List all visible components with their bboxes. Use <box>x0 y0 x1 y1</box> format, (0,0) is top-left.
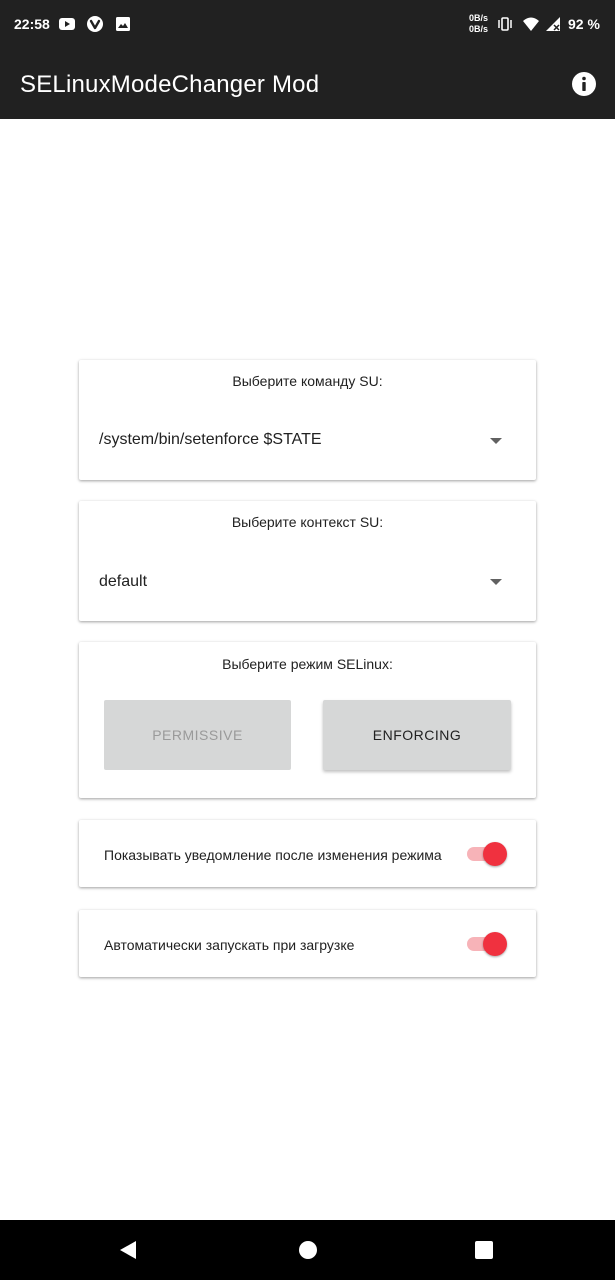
autostart-label: Автоматически запускать при загрузке <box>104 937 355 953</box>
enforcing-button[interactable]: ENFORCING <box>323 700 511 770</box>
home-icon[interactable] <box>298 1240 318 1260</box>
net-up: 0B/s <box>469 13 489 23</box>
notify-setting-card <box>79 820 536 887</box>
status-time: 22:58 <box>14 16 50 32</box>
permissive-button[interactable]: PERMISSIVE <box>104 700 291 770</box>
su-context-spinner[interactable] <box>79 555 536 605</box>
su-context-value: default <box>99 573 148 590</box>
notify-toggle-thumb <box>483 842 507 866</box>
su-command-spinner[interactable] <box>79 414 536 464</box>
net-down: 0B/s <box>469 24 489 34</box>
youtube-icon <box>58 15 76 33</box>
app-title: SELinuxModeChanger Mod <box>20 71 320 98</box>
info-icon[interactable] <box>571 71 597 97</box>
su-command-value: /system/bin/setenforce $STATE <box>99 431 322 448</box>
wifi-icon <box>522 15 540 33</box>
selinux-mode-title: Выберите режим SELinux: <box>222 656 393 672</box>
su-command-card <box>79 360 536 480</box>
navigation-bar <box>0 1220 615 1280</box>
su-context-title: Выберите контекст SU: <box>231 514 384 530</box>
app-bar <box>0 50 615 119</box>
status-bar <box>0 0 615 50</box>
notify-label: Показывать уведомление после изменения режима <box>104 847 442 863</box>
autostart-setting-card <box>79 910 536 977</box>
battery-level: 92 % <box>568 16 600 32</box>
autostart-toggle[interactable] <box>467 931 509 957</box>
signal-icon <box>544 15 562 33</box>
notify-toggle[interactable] <box>467 841 509 867</box>
autostart-toggle-thumb <box>483 932 507 956</box>
su-context-card <box>79 501 536 621</box>
recents-icon[interactable] <box>475 1241 493 1259</box>
selinux-mode-card <box>79 642 536 798</box>
dropdown-arrow-icon <box>490 579 502 585</box>
su-command-title: Выберите команду SU: <box>232 373 383 389</box>
network-speed <box>469 13 488 35</box>
vibrate-icon <box>496 15 514 33</box>
back-icon[interactable] <box>118 1240 138 1260</box>
image-icon <box>114 15 132 33</box>
dropdown-arrow-icon <box>490 438 502 444</box>
vivaldi-icon <box>86 15 104 33</box>
